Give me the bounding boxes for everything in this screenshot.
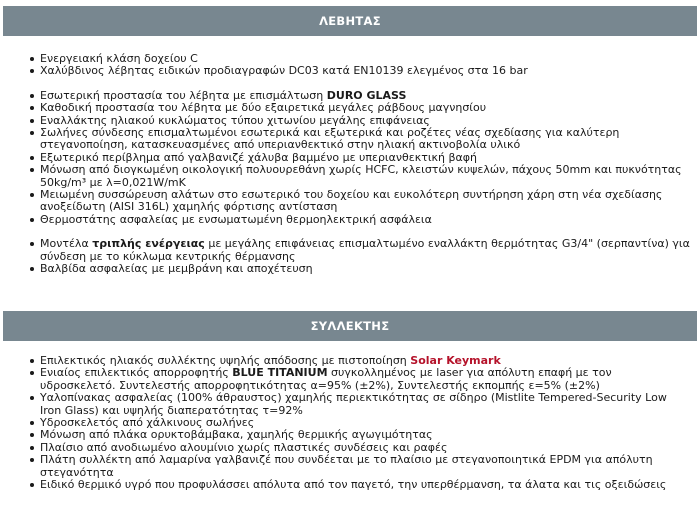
list-item: Πλαίσιο από ανοδιωμένο αλουμίνιο χωρίς πλαστικές συνδέσεις και ραφές [0,442,700,454]
list-item: Βαλβίδα ασφαλείας με μεμβράνη και αποχέτευση [0,263,700,275]
item-text: Επιλεκτικός ηλιακός συλλέκτης υψηλής απόδοσης με πιστοποίηση [40,354,411,367]
list-item: Χαλύβδινος λέβητας ειδικών προδιαγραφών DC03 κατά EN10139 ελεγμένος στα 16 bar [0,65,700,77]
list-item: Καθοδική προστασία του λέβητα με δύο εξαιρετικά μεγάλες ράβδους μαγνησίου [0,102,700,114]
solar-keymark-label: Solar Keymark [410,354,501,367]
triple-energy-label: τριπλής ενέργειας [92,237,205,251]
list-item: Θερμοστάτης ασφαλείας με ενσωματωμένη θερμοηλεκτρική ασφάλεια [0,214,700,226]
list-item: Μόνωση από διογκωμένη οικολογική πολυουρεθάνη χωρίς HCFC, κλειστών κυψελών, πάχους 50mm και πυκνότητας 50kg/m³ με λ=0,021W/mK [0,164,700,189]
collector-section-title: ΣΥΛΛΕΚΤΗΣ [310,319,390,333]
blue-titanium-label: BLUE TITANIUM [232,366,328,380]
list-item: Μειωμένη συσσώρευση αλάτων στο εσωτερικό του δοχείου και ευκολότερη συντήρηση χάρη στη νέα σχεδίασης ανοξείδωτη (AISI 316L) χαμηλής φόρτισης αντίσταση [0,189,700,214]
collector-section-header [3,311,697,341]
list-item: Ειδικό θερμικό υγρό που προφυλάσσει απόλυτα από τον παγετό, την υπερθέρμανση, τα άλατα και τις οξειδώσεις [0,479,700,491]
boiler-feature-list [0,53,700,276]
boiler-section-header [3,6,697,36]
duro-glass-label: DURO GLASS [326,88,407,102]
item-text: Μοντέλα [40,237,93,251]
collector-feature-list [0,355,700,491]
item-text: Εσωτερική προστασία του λέβητα με επισμάλτωση [40,88,327,102]
list-item: Εναλλάκτης ηλιακού κυκλώματος τύπου χιτωνίου μεγάλης επιφάνειας [0,115,700,127]
list-item: Μόνωση από πλάκα ορυκτοβάμβακα, χαμηλής θερμικής αγωγιμότητας [0,429,700,441]
list-item [0,238,700,263]
item-text: Ενιαίος επιλεκτικός απορροφητής [40,366,233,380]
item-text: συγκολλημένος με laser για απόλυτη επαφή με τον υδροσκελετό. Συντελεστής απορροφητικότητας α=95% (±2%), Συντελεστής εκπομπής ε=5% (±2%) [40,366,612,392]
list-item: Εξωτερικό περίβλημα από γαλβανιζέ χάλυβα βαμμένο με υπεριανθεκτική βαφή [0,152,700,164]
list-item: Πλάτη συλλέκτη από λαμαρίνα γαλβανιζέ που συνδέεται με το πλαίσιο με στεγανοποιητικά EPDM για απόλυτη στεγανότητα [0,454,700,479]
list-item: Σωλήνες σύνδεσης επισμαλτωμένοι εσωτερικά και εξωτερικά και ροζέτες νέας σχεδίασης για καλύτερη στεγανοποίηση, κατασκευασμένες από υπεριανθεκτικό στην ηλιακή ακτινοβολία υλικό [0,127,700,152]
list-item: Ενεργειακή κλάση δοχείου C [0,53,700,65]
item-text: με μεγάλης επιφάνειας επισμαλτωμένο εναλλάκτη θερμότητας G3/4" (σερπαντίνα) για σύνδεση με το κύκλωμα κεντρικής θέρμανσης [40,237,690,263]
boiler-section-title: ΛΕΒΗΤΑΣ [319,14,381,28]
list-item: Υδροσκελετός από χάλκινους σωλήνες [0,417,700,429]
list-item [0,367,700,392]
list-item: Υαλοπίνακας ασφαλείας (100% άθραυστος) χαμηλής περιεκτικότητας σε σίδηρο (Mistlite Tempered-Security Low Iron Glass) και υψηλής διαπερατότητας τ=92% [0,392,700,417]
